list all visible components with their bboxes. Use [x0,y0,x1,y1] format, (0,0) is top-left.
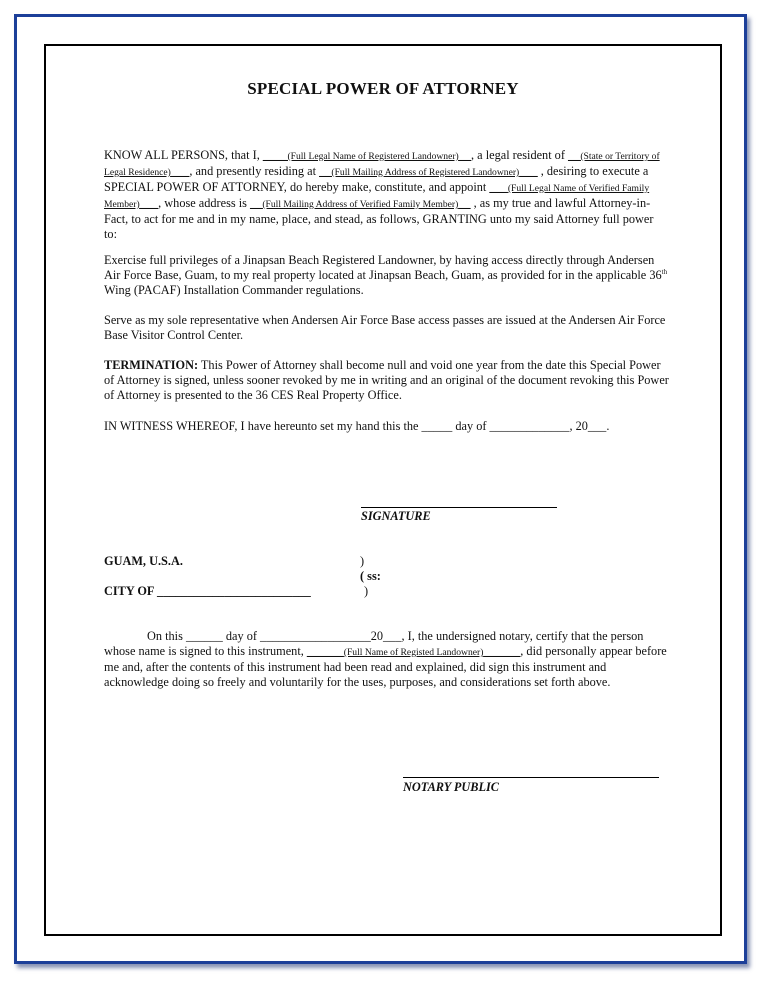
venue-city: CITY OF _________________________ [104,584,311,598]
granting-text: , as my true and lawful Attorney-in-Fact, to act for me and in my name, place, and stead, as follows, GRANTING unto my said Attorney full power to: [104,196,654,241]
venue-guam: GUAM, U.S.A. [104,554,183,568]
termination-label: TERMINATION: [104,358,199,372]
state-territory-field: __(State or Territory of Legal Residence)___ [104,148,660,178]
venue-paren-bottom: ) [364,584,369,598]
document-title: SPECIAL POWER OF ATTORNEY [247,79,519,98]
venue-paren-top: ) [360,554,365,568]
appointment-paragraph [104,148,669,242]
termination-paragraph: TERMINATION: This Power of Attorney shall become null and void one year from the date this Special Power of Attorney is signed, unless sooner revoked by me in writing and an original of the document revoking this Power of Attorney is presented to the 36 CES Real Property Office. [104,358,669,402]
resident-text: , a legal resident of [471,148,569,162]
landowner-address-field: __(Full Mailing Address of Registered Landowner)___ [319,164,538,178]
privileges-paragraph: Exercise full privileges of a Jinapsan Beach Registered Landowner, by having access directly through Andersen Air Force Base, Guam, to my real property located at Jinapsan Beach, Guam, as provided for in the applicable 36th Wing (PACAF) Installation Commander regulations. [104,253,668,297]
family-member-address-field: __(Full Mailing Address of Verified Family Member)__ [250,196,471,210]
witness-paragraph: IN WITNESS WHEREOF, I have hereunto set my hand this the _____ day of _____________, 20___. [104,419,610,433]
residing-text: , and presently residing at [189,164,320,178]
notary-acknowledgment-paragraph: On this ______ day of __________________20___, I, the undersigned notary, certify that the person whose name is signed to this instrument, ______(Full Name of Registed Landowner)______, did personally appear before me and, after the contents of this instrument had been read and explained, did sign this instrument and acknowledge doing so freely and voluntarily for the uses, purposes, and considerations set forth above. [104,629,667,689]
representative-paragraph: Serve as my sole representative when Andersen Air Force Base access passes are issued at the Andersen Air Force Base Visitor Control Center. [104,313,666,342]
notary-landowner-name-field: ______(Full Name of Registed Landowner)______ [306,644,521,658]
notary-public-label: NOTARY PUBLIC [403,780,499,794]
signature-label: SIGNATURE [361,509,431,523]
notary-signature-line [403,777,659,778]
venue-ss: ( ss: [360,569,381,583]
whose-address-text: , whose address is [158,196,251,210]
signature-line [361,507,557,508]
know-all-text: KNOW ALL PERSONS, that I, [104,148,263,162]
family-member-name-field: ___(Full Legal Name of Verified Family Member)___ [104,180,650,210]
desiring-text: , desiring to execute a SPECIAL POWER OF ATTORNEY, do hereby make, constitute, and appoint [104,164,649,194]
landowner-name-field: ____(Full Legal Name of Registered Landowner)__ [262,148,472,162]
